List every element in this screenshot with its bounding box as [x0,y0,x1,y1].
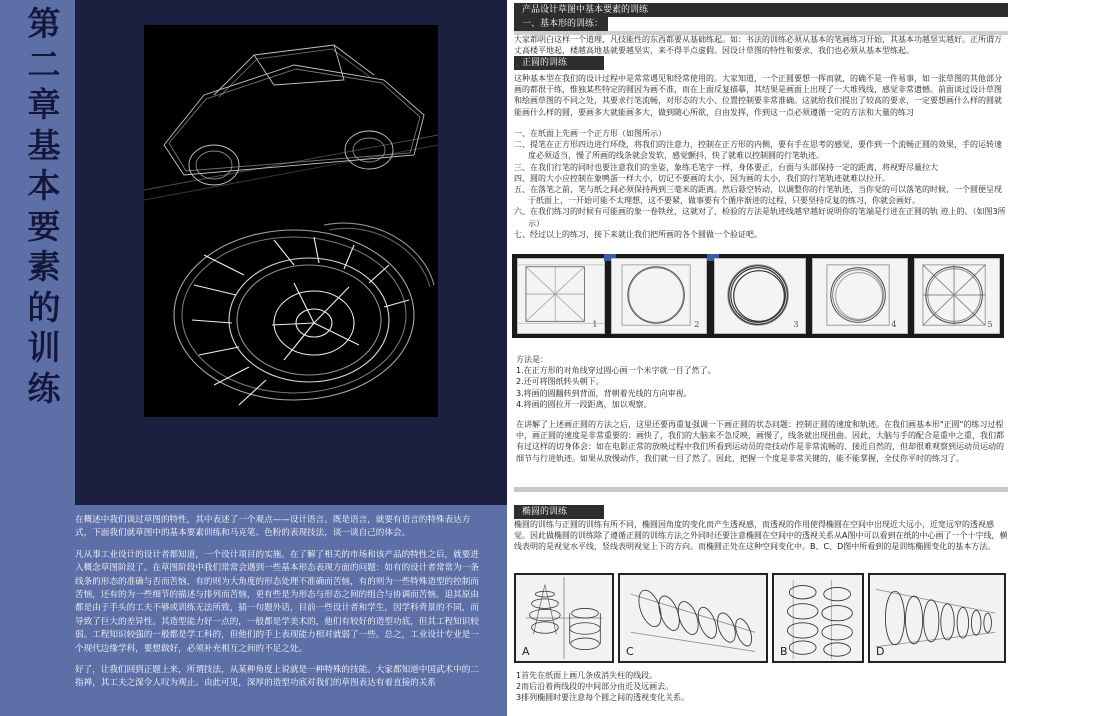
list-item: 2而后沿着两线段的中间部分由近及远画去。 [516,682,674,692]
list-item: 七、经过以上的练习，接下来就让我们把所画的各个圆做一个验证吧。 [514,229,762,239]
panel-letter: D [876,645,885,658]
list-item: 2.还可将图纸转头朝下。 [516,377,604,387]
panel-number: 1 [592,320,598,331]
list-item: 五、在落笔之前，笔与纸之间必须保持两到三毫米的距离。然后悬空转动，以调整你的行笔轨迹，当你觉的可以落笔的时候，一个圆便呈现于纸面上，一开始可能不太理想，这不要紧，做事要有个循序渐进的过程，只要坚持反复的练习，你就会画好。 [514,185,1002,206]
left-paragraph-2: 凡从事工业设计的设计者都知道，一个设计项目的实施。在了解了相关的市场和该产品的特性之后，就要进入概念草图阶段了。在草图阶段中我们常常会遇到一些基本形态表现方面的问题：如有的设计者常常为一条线条的形态的准确与否而苦恼，有的则为大角度的形态处理不准确而苦恼，有的则为一些特殊造型的控制而苦恼，还有的为一些细节的描述与排列而苦恼，更有些是为形态与形态之间的组合与协调而苦恼。追其原由都是由于手头的工夫不够或训练无法所致，插一句题外话，目前一些设计者和学生，因学科背景的不同，而导致了巨大的差异性。其造型能力好一点的，一般都是学美术的，他们有较好的造型功底，但其工程知识较弱。工程知识较强的一般都是学工科的，但他们的手上表现能力相对就弱了一些。总之，工业设计专业是一个现代边缘学科，要想做好，必须补充相互之间的不足之处。 [75,549,479,654]
circle-panel-1 [517,258,605,334]
ellipse-panel-d [868,573,1006,663]
panel-number: 4 [891,320,897,331]
circle-steps-list [514,128,1008,240]
chapter-title: 第二章 基本要素的训练 [27,4,61,408]
circle-panel-2 [611,258,707,334]
left-text-block [75,514,483,699]
sketch-drawing [144,25,438,417]
circle-practice-strip [512,254,1004,338]
separator [514,487,1008,492]
section-header-basic-shape: 一、基本形的训练： [514,17,608,31]
right-page [507,0,1115,716]
section-header-circle: 正圆的训练 [514,56,604,70]
list-item: 3.将画的圆翻转到背面，背朝着光线的方向审视。 [516,388,692,398]
list-item: 1首先在纸面上画几条成消失柱的线段。 [516,671,658,680]
circle-panel-5 [914,258,1000,334]
method-title: 方法是： [516,355,548,364]
list-item: 三、在我们行笔的同时也要注意我们的坐姿，象练毛笔字一样，身体要正，台面与头部保持一定的距离，将视野尽量拉大 [514,162,938,172]
list-item: 二、提笔在正方形四边进行环绕，将我们的注意力，控制在正方形的内侧，要有手在思考的感觉，要作到一个流畅正圆的效果，手的运转速度必须适当，慢了所画的线条就会发软，感觉颤抖，快了就难以控制圆的行笔轨迹。 [514,140,1002,161]
circle-intro-paragraph: 这种基本型在我们的设计过程中是常常遇见和经常使用的。大家知道，一个正圆要想一挥而就，的确不是一件易事，如一张草图的其他部分画的都很干练，惟独某些特定的圆因为画不准，而在上面反复描摹，其结果是画面上出现了一大堆残线，感觉非常遗憾。前面谈过设计草图和绘画草图的不同之处，其要求行笔流畅，对形态的大小、位置控制要非常准确。这就给我们提出了较高的要求，一定要想画什么样的圆就能画什么样的圆，要画多大就能画多大，做到随心所欲，自由发挥，作到这一点必须遵循一定的方法和大量的练习 [514,74,1002,117]
ellipse-panel-b [772,573,864,663]
ellipse-panel-c [618,573,768,663]
panel-letter: B [780,645,788,658]
ellipse-steps-list [516,670,816,704]
main-header: 产品设计草图中基本要素的训练 [514,3,1008,17]
ellipse-practice-strip [514,573,1008,663]
left-paragraph-1: 在概述中我们谈过草图的特性，其中表述了一个观点——设计语言。既是语言，就要有语言的特殊表达方式，下面我们就草图中的基本要素训练和马克笔、色粉的表现技法，谈一谈自己的体会。 [75,515,471,539]
section-header-ellipse: 椭圆的训练 [514,505,604,519]
method-block [516,354,816,410]
list-item: 四、圆的大小应控制在象鸭蛋一样大小，切记不要画的太小，因为画的太小，我们的行笔轨迹就难以拉开。 [514,173,890,183]
list-item: 3排列椭圆时要注意每个圆之间的透视变化关系。 [516,693,690,703]
ellipse-panel-a [514,573,614,663]
list-item: 一、在纸面上先画一个正方形（如图所示） [514,129,666,138]
ellipse-intro-paragraph: 椭圆的训练与正圆的训练有所不同，椭圆因角度的变化而产生透视感，而透视的作用使得椭圆在空间中出现近大远小，近宽远窄的透视感觉。因此做椭圆的训练除了遵循正圆的训练方法之外同时还要注意椭圆在空间中的透视关系从A图中可以看到在纸的中心画了一个十字线，横线表明的是视觉水平线，竖线表明视觉上下的方向。而椭圆正处在这种空间变化中。B、C、D图中所看到的是训练椭圆变化的基本方法。 [514,520,1008,552]
left-page [0,0,507,716]
circle-panel-3 [714,258,806,334]
panel-number: 3 [793,320,799,331]
panel-letter: A [522,645,530,658]
car-wheel-sketch [144,25,438,417]
panel-letter: C [626,645,634,658]
list-item: 1.在正方形的对角线穿过圆心画一个米字就一目了然了。 [516,366,716,376]
panel-number: 5 [987,320,993,331]
list-item: 4.将画的圆拉开一段距离，加以观察。 [516,399,652,409]
circle-summary-paragraph: 在讲解了上述画正圆的方法之后，这里还要再重复强调一下画正圆的状态问题：控制正圆的速度和轨迹。在我们画基本形"正圆"的练习过程中，画正圆的速度是非常重要的：画快了，我们的大脑来不急反映，画慢了，线条就出现扭曲。因此，大脑与手的配合是重中之重，我们都有过这样的切身体会：如在电影正常的放映过程中我们所看到运动员的竞技动作是非常流畅的、接近自然的，但却很难观察到运动员运动的细节与行进轨迹。如果从放慢动作，我们就一目了然了。因此，把握一个度是非常关键的，能不能掌握，全仗你平时的练习了。 [516,420,1004,463]
circle-panel-4 [812,258,908,334]
panel-number: 2 [694,320,700,331]
list-item: 六、在我们练习的时候有可能画的象一卷铁丝，这就对了，检验的方法是轨迹线越窄越好说明你的笔端是行进在正圆的轨 迹上的。（如图3所示） [514,207,1006,228]
intro-paragraph: 大家都明白这样一个道理，凡技能性的东西都要从基础练起。如：书法的训练必须从基本的笔画练习开始，其基本功越坚实越好。正所谓万丈高楼平地起，楼越高地基就要越坚实，来不得半点虚假。因设计草图的特性和要求，我们也必须从基本型练起。 [514,35,1002,56]
left-paragraph-3: 好了，让我们回到正题上来，所谓技法，从某种角度上说就是一种特殊的技能。大家都知道中国武术中的二指禅，其工夫之深令人叹为观止。由此可见，深厚的造型功底对我们的草图表达有着直接的关系 [75,665,479,689]
